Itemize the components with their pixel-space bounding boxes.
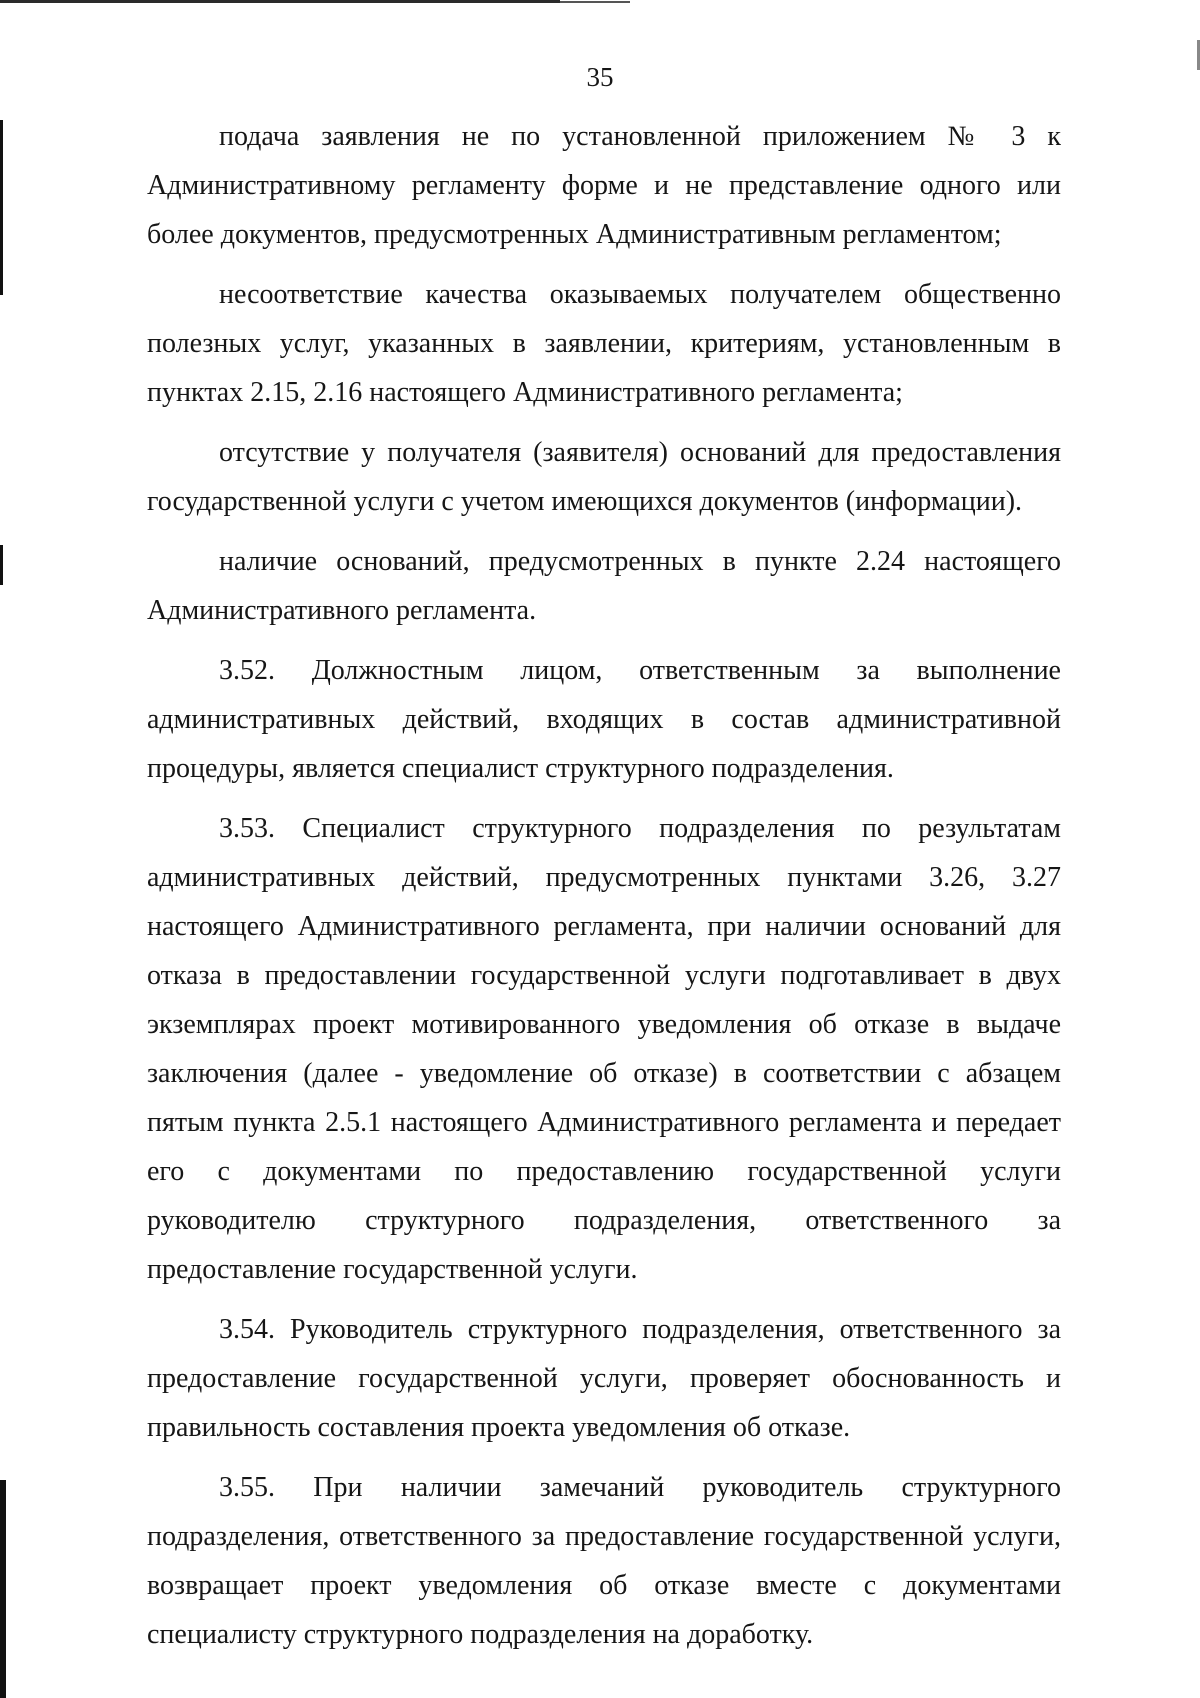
document-body: [147, 112, 1061, 1659]
paragraph-3-54: 3.54. Руководитель структурного подразделения, ответственного за предоставление государственной услуги, проверяет обоснованность и правильность составления проекта уведомления об отказе.: [147, 1314, 1061, 1443]
paragraph-3-55: 3.55. При наличии замечаний руководитель структурного подразделения, ответственного за предоставление государственной услуги, возвращает проект уведомления об отказе вместе с документами специалисту структурного подразделения на доработку.: [147, 1472, 1061, 1650]
paragraph-3-53: 3.53. Специалист структурного подразделения по результатам административных действий, предусмотренных пунктами 3.26, 3.27 настоящего Административного регламента, при наличии оснований для отказа в предоставлении государственной услуги подготавливает в двух экземплярах проект мотивированного уведомления об отказе в выдаче заключения (далее - уведомление об отказе) в соответствии с абзацем пятым пункта 2.5.1 настоящего Административного регламента и передает его с документами по предоставлению государственной услуги руководителю структурного подразделения, ответственного за предоставление государственной услуги.: [147, 813, 1061, 1285]
page-number: 35: [586, 62, 614, 92]
paragraph-grounds-2-24: наличие оснований, предусмотренных в пункте 2.24 настоящего Административного регламента.: [147, 546, 1061, 626]
paragraph-3-52: 3.52. Должностным лицом, ответственным за выполнение административных действий, входящих в состав административной процедуры, является специалист структурного подразделения.: [147, 655, 1061, 784]
scan-edge-mark: [0, 545, 3, 585]
scan-edge-mark: [0, 1480, 6, 1698]
paragraph-application-form: подача заявления не по установленной приложением № 3 к Административному регламенту форме и не представление одного или более документов, предусмотренных Административным регламентом;: [147, 121, 1061, 250]
top-edge-line-fragment: [560, 1, 630, 3]
top-edge-line: [0, 0, 560, 3]
paragraph-service-quality: несоответствие качества оказываемых получателем общественно полезных услуг, указанных в заявлении, критериям, установленным в пунктах 2.15, 2.16 настоящего Административного регламента;: [147, 279, 1061, 408]
scan-edge-mark: [0, 120, 3, 295]
paragraph-no-grounds: отсутствие у получателя (заявителя) оснований для предоставления государственной услуги с учетом имеющихся документов (информации).: [147, 437, 1061, 517]
